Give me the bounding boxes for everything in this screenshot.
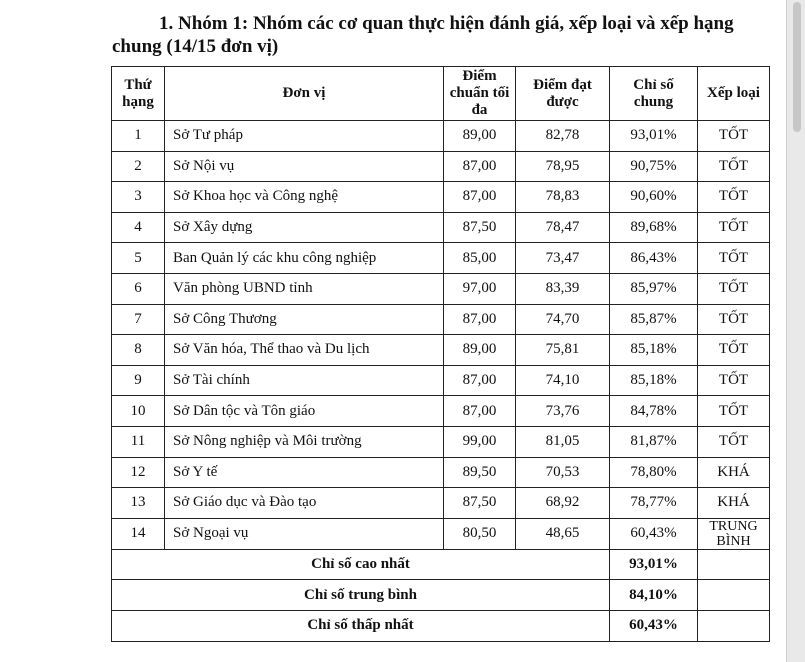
table-row (112, 182, 770, 213)
unit-cell: Sở Ngoại vụ (165, 518, 444, 549)
rating-cell: TRUNG BÌNH (698, 518, 770, 549)
max-score-cell: 87,50 (444, 212, 516, 243)
rating-cell: KHÁ (698, 488, 770, 519)
unit-cell: Sở Công Thương (165, 304, 444, 335)
table-row (112, 488, 770, 519)
rank-cell: 5 (112, 243, 165, 274)
table-row (112, 396, 770, 427)
index-cell: 85,18% (610, 365, 698, 396)
index-cell: 86,43% (610, 243, 698, 274)
summary-row-highest (112, 549, 770, 580)
rank-cell: 10 (112, 396, 165, 427)
achieved-score-cell: 70,53 (516, 457, 610, 488)
rating-cell: KHÁ (698, 457, 770, 488)
achieved-score-cell: 78,47 (516, 212, 610, 243)
summary-empty-cell (698, 549, 770, 580)
achieved-score-cell: 78,95 (516, 151, 610, 182)
table-row (112, 151, 770, 182)
max-score-cell: 87,00 (444, 365, 516, 396)
summary-value: 93,01% (610, 549, 698, 580)
unit-cell: Sở Xây dựng (165, 212, 444, 243)
section-heading: 1. Nhóm 1: Nhóm các cơ quan thực hiện đánh giá, xếp loại và xếp hạng chung (14/15 đơn vị) (112, 13, 734, 57)
max-score-cell: 97,00 (444, 273, 516, 304)
max-score-cell: 89,50 (444, 457, 516, 488)
rating-cell: TỐT (698, 426, 770, 457)
max-score-cell: 89,00 (444, 121, 516, 152)
unit-cell: Sở Nông nghiệp và Môi trường (165, 426, 444, 457)
summary-empty-cell (698, 610, 770, 641)
index-cell: 90,60% (610, 182, 698, 213)
max-score-cell: 85,00 (444, 243, 516, 274)
index-cell: 89,68% (610, 212, 698, 243)
table-row (112, 273, 770, 304)
index-cell: 93,01% (610, 121, 698, 152)
table-row (112, 304, 770, 335)
max-score-cell: 87,00 (444, 304, 516, 335)
summary-value: 60,43% (610, 610, 698, 641)
index-cell: 85,18% (610, 335, 698, 366)
summary-label: Chỉ số thấp nhất (112, 610, 610, 641)
summary-row-lowest (112, 610, 770, 641)
header-rank: Thứ hạng (112, 67, 165, 121)
unit-cell: Sở Văn hóa, Thể thao và Du lịch (165, 335, 444, 366)
rating-cell: TỐT (698, 365, 770, 396)
rating-cell: TỐT (698, 304, 770, 335)
index-cell: 60,43% (610, 518, 698, 549)
summary-value: 84,10% (610, 580, 698, 611)
rating-cell: TỐT (698, 212, 770, 243)
unit-cell: Sở Y tế (165, 457, 444, 488)
table-row (112, 426, 770, 457)
scrollbar-thumb[interactable] (793, 2, 801, 132)
rank-cell: 2 (112, 151, 165, 182)
achieved-score-cell: 74,10 (516, 365, 610, 396)
ranking-table (111, 66, 770, 642)
index-cell: 78,80% (610, 457, 698, 488)
index-cell: 81,87% (610, 426, 698, 457)
table-row (112, 243, 770, 274)
index-cell: 90,75% (610, 151, 698, 182)
header-max-score: Điểm chuẩn tối đa (444, 67, 516, 121)
unit-cell: Văn phòng UBND tỉnh (165, 273, 444, 304)
scrollbar[interactable] (786, 0, 805, 662)
summary-empty-cell (698, 580, 770, 611)
table-row (112, 212, 770, 243)
achieved-score-cell: 78,83 (516, 182, 610, 213)
unit-cell: Sở Khoa học và Công nghệ (165, 182, 444, 213)
table-row (112, 335, 770, 366)
rank-cell: 1 (112, 121, 165, 152)
achieved-score-cell: 68,92 (516, 488, 610, 519)
rating-cell: TỐT (698, 121, 770, 152)
max-score-cell: 99,00 (444, 426, 516, 457)
achieved-score-cell: 73,76 (516, 396, 610, 427)
rank-cell: 7 (112, 304, 165, 335)
table-row (112, 121, 770, 152)
summary-label: Chỉ số trung bình (112, 580, 610, 611)
rating-cell: TỐT (698, 243, 770, 274)
rank-cell: 11 (112, 426, 165, 457)
achieved-score-cell: 81,05 (516, 426, 610, 457)
rating-cell: TỐT (698, 396, 770, 427)
rank-cell: 3 (112, 182, 165, 213)
header-rating: Xếp loại (698, 67, 770, 121)
achieved-score-cell: 48,65 (516, 518, 610, 549)
header-achieved-score: Điểm đạt được (516, 67, 610, 121)
unit-cell: Sở Dân tộc và Tôn giáo (165, 396, 444, 427)
table-header-row (112, 67, 770, 121)
unit-cell: Sở Giáo dục và Đào tạo (165, 488, 444, 519)
rating-cell: TỐT (698, 182, 770, 213)
summary-label: Chỉ số cao nhất (112, 549, 610, 580)
rank-cell: 9 (112, 365, 165, 396)
rank-cell: 12 (112, 457, 165, 488)
index-cell: 85,87% (610, 304, 698, 335)
max-score-cell: 89,00 (444, 335, 516, 366)
unit-cell: Sở Nội vụ (165, 151, 444, 182)
max-score-cell: 87,50 (444, 488, 516, 519)
rank-cell: 14 (112, 518, 165, 549)
rank-cell: 13 (112, 488, 165, 519)
achieved-score-cell: 82,78 (516, 121, 610, 152)
max-score-cell: 87,00 (444, 182, 516, 213)
unit-cell: Ban Quản lý các khu công nghiệp (165, 243, 444, 274)
max-score-cell: 80,50 (444, 518, 516, 549)
rating-cell: TỐT (698, 151, 770, 182)
summary-row-average (112, 580, 770, 611)
table-row (112, 365, 770, 396)
header-unit: Đơn vị (165, 67, 444, 121)
table-row (112, 457, 770, 488)
achieved-score-cell: 83,39 (516, 273, 610, 304)
achieved-score-cell: 75,81 (516, 335, 610, 366)
table-row (112, 518, 770, 549)
rank-cell: 8 (112, 335, 165, 366)
index-cell: 84,78% (610, 396, 698, 427)
max-score-cell: 87,00 (444, 396, 516, 427)
rank-cell: 6 (112, 273, 165, 304)
index-cell: 85,97% (610, 273, 698, 304)
unit-cell: Sở Tài chính (165, 365, 444, 396)
achieved-score-cell: 73,47 (516, 243, 610, 274)
achieved-score-cell: 74,70 (516, 304, 610, 335)
max-score-cell: 87,00 (444, 151, 516, 182)
unit-cell: Sở Tư pháp (165, 121, 444, 152)
rating-cell: TỐT (698, 273, 770, 304)
index-cell: 78,77% (610, 488, 698, 519)
header-index: Chỉ số chung (610, 67, 698, 121)
rating-cell: TỐT (698, 335, 770, 366)
rank-cell: 4 (112, 212, 165, 243)
